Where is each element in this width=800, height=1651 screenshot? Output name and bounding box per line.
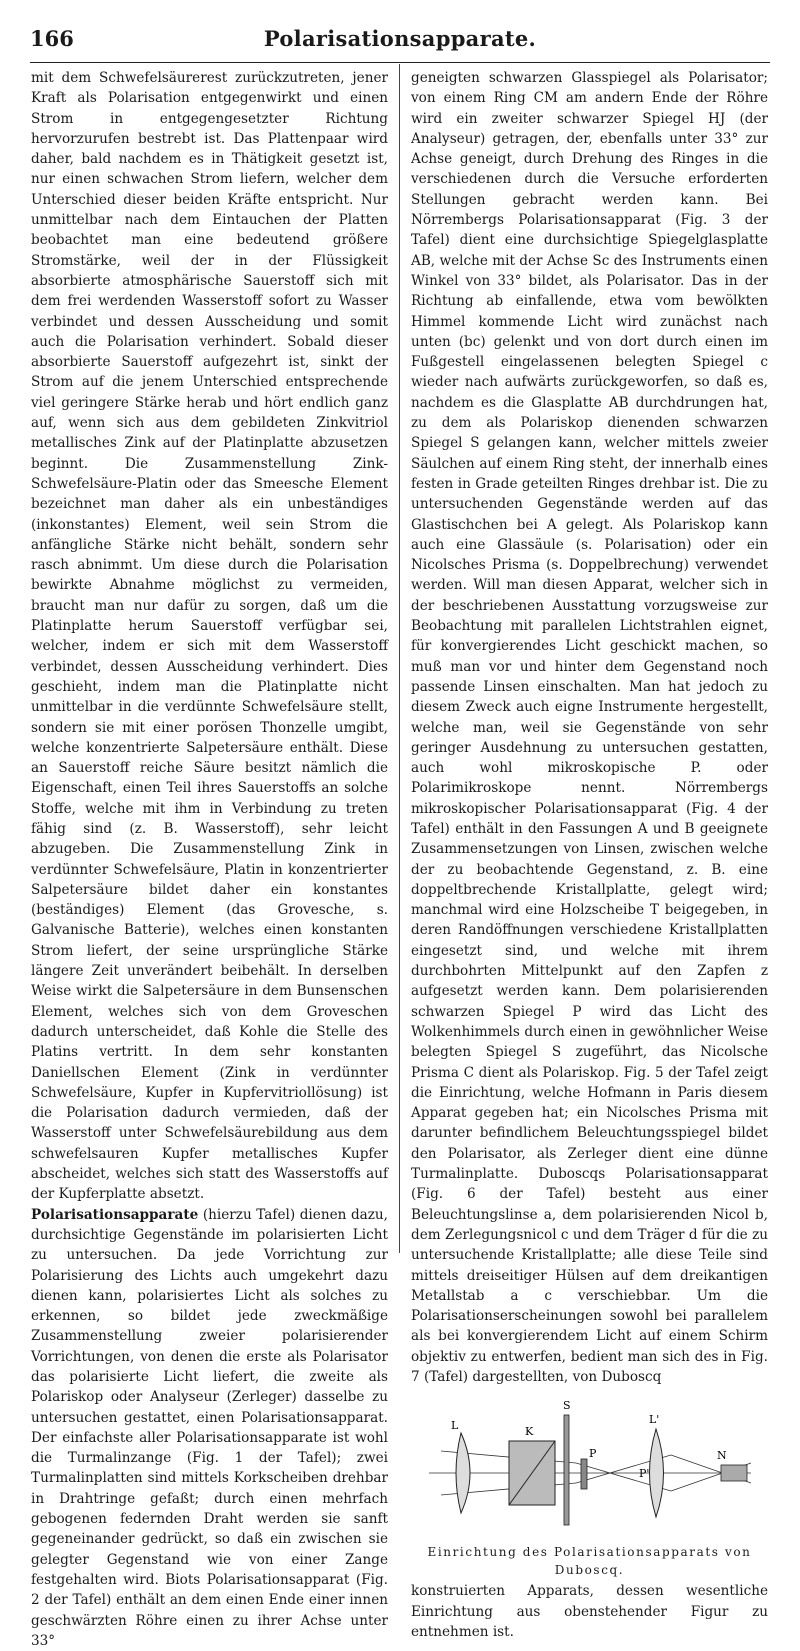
label-N: N (717, 1449, 727, 1463)
label-P: P (589, 1447, 597, 1461)
column-divider (399, 64, 400, 1253)
right-column (411, 68, 768, 1642)
label-L: L (451, 1419, 459, 1433)
nicol-n-shape (721, 1465, 747, 1481)
duboscq-apparatus-figure (411, 1393, 768, 1543)
apparatus-diagram (421, 1393, 761, 1543)
label-P-prime: P' (639, 1467, 650, 1481)
entry-heading: Polarisationsapparate (31, 1206, 199, 1223)
lens-l-shape (456, 1433, 470, 1513)
plate-p-shape (581, 1459, 587, 1489)
label-K: K (525, 1425, 534, 1439)
header-rule (30, 62, 770, 63)
page-header (30, 26, 770, 56)
right-paragraph-2: konstruierten Apparats, dessen wesentliche Einrichtung aus obenstehender Figur zu entnehmen ist. (411, 1583, 768, 1640)
label-L-prime: L' (649, 1413, 660, 1427)
stage-s-shape (564, 1415, 569, 1525)
left-paragraph-1: mit dem Schwefelsäurerest zurückzutreten, jener Kraft als Polarisation entgegenwirkt und einen Strom in entgegengesetzter Richtung hervorzurufen bestrebt ist. Das Plattenpaar wird daher, bald nachdem es in Thätigkeit gesetzt ist, nur einen schwachen Strom liefern, welcher dem Unterschied dieser beiden Kräfte entspricht. Nur unmittelbar nach dem Eintauchen der Platten beobachtet man eine bedeutend größere Stromstärke, weil der in der Flüssigkeit absorbierte atmosphärische Sauerstoff sich mit dem frei werdenden Wasserstoff sofort zu Wasser verbindet und dessen Ausscheidung und somit auch die Polarisation verhindert. Sobald dieser absorbierte Sauerstoff aufgezehrt ist, sinkt der Strom auf die jenem Unterschied entsprechende viel geringere Stärke herab und hört endlich ganz auf, wenn sich aus dem gebildeten Zinkvitriol metallisches Zink auf der Platinplatte abzusetzen beginnt. Die Zusammenstellung Zink-Schwefelsäure-Platin oder das Smeesche Element bezeichnet man daher als ein unbeständiges (inkonstantes) Element, weil sein Strom die anfängliche Stärke nicht behält, sondern sehr rasch abnimmt. Um diese durch die Polarisation bewirkte Abnahme möglichst zu vermeiden, braucht man nur dafür zu sorgen, daß um die Platinplatte herum Sauerstoff verfügbar sei, welcher, indem er sich mit dem Wasserstoff verbindet, dessen Ausscheidung verhindert. Dies geschieht, indem man die Platinplatte nicht unmittelbar in die verdünnte Schwefelsäure stellt, sondern sie mit einer porösen Thonzelle umgibt, welche konzentrierte Salpetersäure enthält. Diese an Sauerstoff reiche Säure besitzt nämlich die Eigenschaft, einen Teil ihres Sauerstoffs an solche Stoffe, welche mit ihm in Verbindung zu treten fähig sind (z. B. Wasserstoff), sehr leicht abzugeben. Die Zusammenstellung Zink in verdünnter Schwefelsäure, Platin in konzentrierter Salpetersäure bildet daher ein konstantes (beständiges) Element (das Grovesche, s. Galvanische Batterie), welches einen konstanten Strom liefert, der seine ursprüngliche Stärke längere Zeit unverändert beibehält. In derselben Weise wirkt die Salpetersäure in dem Bunsenschen Element, welches sich von dem Groveschen dadurch unterscheidet, daß Kohle die Stelle des Platins vertritt. In dem sehr konstanten Daniellschen Element (Zink in verdünnter Schwefelsäure, Kupfer in Kupfervitriollösung) ist die Polarisation dadurch vermieden, daß der Wasserstoff unter Schwefelsäurebildung aus dem schwefelsauren Kupfer metallisches Kupfer abscheidet, welches sich statt des Wasserstoffs auf der Kupferplatte absetzt. (31, 70, 388, 1203)
label-S: S (563, 1399, 571, 1413)
page-number: 166 (30, 26, 74, 51)
entry-body: (hierzu Tafel) dienen dazu, durchsichtige Gegenstände im polarisierten Licht zu untersuchen. Da jede Vorrichtung zur Polarisierung des Lichts auch umgekehrt dazu dienen kann, polarisiertes Licht als solches zu erkennen, so bildet jede zweckmäßige Zusammenstellung zweier polarisierender Vorrichtungen, von denen die erste als Polarisator das polarisierte Licht liefert, die zweite als Polariskop oder Analyseur (Zerleger) dasselbe zu untersuchen gestattet, einen Polarisationsapparat. Der einfachste aller Polarisationsapparate ist wohl die Turmalinzange (Fig. 1 der Tafel); zwei Turmalinplatten sind mittels Korkscheiben drehbar in Drahtringe gefaßt; durch einen mehrfach gebogenen federnden Draht werden sie sanft gegeneinander gedrückt, so daß ein zwischen sie gelegter Gegenstand wie von einer Zange festgehalten wird. Biots Polarisationsapparat (Fig. 2 der Tafel) enthält an dem einen Ende einer innen geschwärzten Röhre einen zu ihrer Achse unter 33° (31, 1206, 388, 1649)
page-title: Polarisationsapparate. (263, 26, 537, 51)
left-column (31, 68, 388, 1651)
left-paragraph-2 (31, 1205, 388, 1651)
right-paragraph-1: geneigten schwarzen Glasspiegel als Polarisator; von einem Ring CM am andern Ende der Röhre wird ein zweiter schwarzer Spiegel HJ (der Analyseur) getragen, der, ebenfalls unter 33° zur Achse geneigt, durch Drehung des Ringes in die verschiedenen durch die Versuche erforderten Stellungen gebracht werden kann. Bei Nörrembergs Polarisationsapparat (Fig. 3 der Tafel) dient eine durchsichtige Spiegelglasplatte AB, welche mit der Achse Sc des Instruments einen Winkel von 33° bildet, als Polarisator. Das in der Richtung ab einfallende, etwa vom bewölkten Himmel kommende Licht wird zunächst nach unten (bc) gelenkt und von dort durch einen im Fußgestell eingelassenen belegten Spiegel c wieder nach aufwärts zurückgeworfen, so daß es, nachdem es die Glasplatte AB durchdrungen hat, zu dem als Polariskop dienenden schwarzen Spiegel S gelangen kann, welcher mittels zweier Säulchen auf einem Ring steht, der innerhalb eines festen in Grade geteilten Ringes drehbar ist. Die zu untersuchenden Gegenstände werden auf das Glastischchen bei A gelegt. Als Polariskop kann auch eine Glassäule (s. Polarisation) oder ein Nicolsches Prisma (s. Doppelbrechung) verwendet werden. Will man diesen Apparat, welcher sich in der beschriebenen Ausstattung vorzugsweise zur Beobachtung mit parallelen Lichtstrahlen eignet, für konvergierendes Licht geschickt machen, so muß man vor und hinter dem Gegenstand noch passende Linsen einschalten. Man hat jedoch zu diesem Zweck auch eigne Instrumente hergestellt, welche man, weil sie Gegenstände von sehr geringer Ausdehnung zu untersuchen gestatten, auch wohl mikroskopische P. oder Polarimikroskope nennt. Nörrembergs mikroskopischer Polarisationsapparat (Fig. 4 der Tafel) enthält in den Fassungen A und B geeignete Zusammensetzungen von Linsen, zwischen welche der zu beobachtende Gegenstand, z. B. eine doppeltbrechende Kristallplatte, gelegt wird; manchmal wird eine Holzscheibe T beigegeben, in deren Randöffnungen verschiedene Kristallplatten eingesetzt sind, und welche mit ihrem durchbohrten Mittelpunkt auf den Zapfen z aufgesetzt werden kann. Dem polarisierenden schwarzen Spiegel P wird das Licht des Wolkenhimmels durch einen in gewöhnlicher Weise belegten Spiegel S zugeführt, das Nicolsche Prisma C dient als Polariskop. Fig. 5 der Tafel zeigt die Einrichtung, welche Hofmann in Paris diesem Apparat gegeben hat; ein Nicolsches Prisma mit darunter befindlichem Beleuchtungsspiegel bildet den Polarisator, als Zerleger dient eine dünne Turmalinplatte. Duboscqs Polarisationsapparat (Fig. 6 der Tafel) besteht aus einer Beleuchtungslinse a, dem polarisierenden Nicol b, dem Zerlegungsnicol c und dem Träger d für die zu untersuchende Kristallplatte; alle diese Teile sind mittels dreiseitiger Hülsen auf dem dreikantigen Metallstab a c verschiebbar. Um die Polarisationserscheinungen sowohl bei parallelem als bei konvergierendem Licht auf einem Schirm objektiv zu entwerfen, bedient man sich des in Fig. 7 (Tafel) dargestellten, von Duboscq (411, 70, 768, 1385)
lens-l-prime-shape (650, 1429, 664, 1517)
figure-caption: Einrichtung des Polarisationsapparats von Duboscq. (427, 1545, 752, 1578)
